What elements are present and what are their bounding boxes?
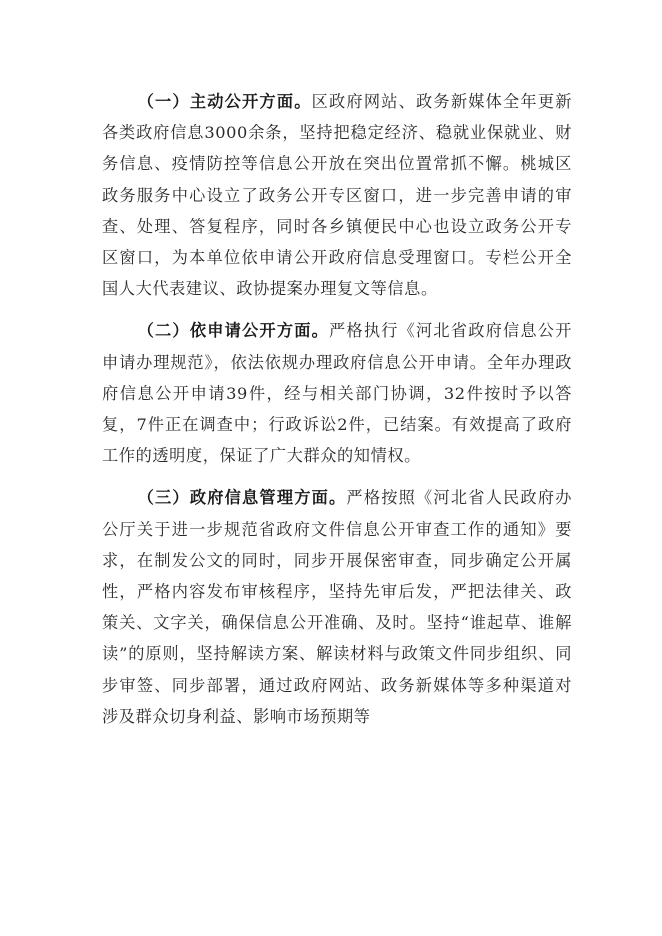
- paragraph-body: 严格执行《河北省政府信息公开申请办理规范》，依法依规办理政府信息公开申请。全年办理政府信息公开申请39件，经与相关部门协调，32件按时予以答复，7件正在调查中；行政诉讼2件，已结案。有效提高了政府工作的透明度，保证了广大群众的知情权。: [102, 321, 572, 466]
- paragraph-heading: （二）依申请公开方面。: [137, 321, 330, 341]
- paragraph-heading: （一）主动公开方面。: [137, 92, 312, 111]
- paragraph-body: 严格按照《河北省人民政府办公厅关于进一步规范省政府文件信息公开审查工作的通知》要求，在制发公文的同时，同步开展保密审查，同步确定公开属性，严格内容发布审核程序，坚持先审后发，严把法律关、政策关、文字关，确保信息公开准确、及时。坚持“谁起草、谁解读”的原则，坚持解读方案、解读材料与政策文件同步组织、同步审签、同步部署，通过政府网站、政务新媒体等多种渠道对涉及群众切身利益、影响市场预期等: [102, 488, 572, 726]
- paragraph-heading: （三）政府信息管理方面。: [137, 488, 347, 508]
- paragraph-application-disclosure: [102, 315, 572, 471]
- paragraph-information-management: [102, 482, 572, 732]
- body-text: [102, 86, 572, 732]
- paragraph-body: 区政府网站、政务新媒体全年更新各类政府信息3000余条，坚持把稳定经济、稳就业保就业、财务信息、疫情防控等信息公开放在突出位置常抓不懈。桃城区政务服务中心设立了政务公开专区窗口，进一步完善申请的审查、处理、答复程序，同时各乡镇便民中心也设立政务公开专区窗口，为本单位依申请公开政府信息受理窗口。专栏公开全国人大代表建议、政协提案办理复文等信息。: [102, 92, 573, 299]
- paragraph-active-disclosure: [102, 86, 572, 304]
